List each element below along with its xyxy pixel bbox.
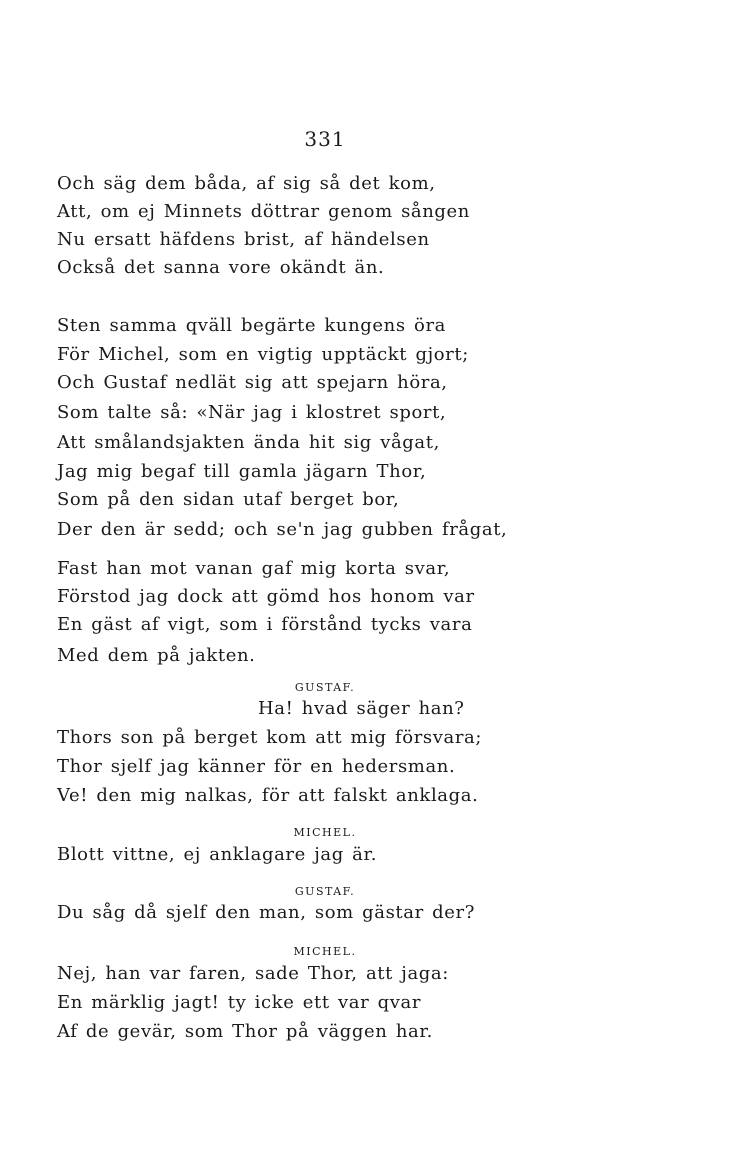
speaker-name: GUSTAF. — [294, 681, 356, 694]
verse-line: Der den är sedd; och se'n jag gubben frågat, — [57, 519, 508, 540]
verse-line: Och säg dem båda, af sig så det kom, — [57, 173, 436, 194]
verse-line: En gäst af vigt, som i förstånd tycks vara — [57, 614, 473, 635]
verse-line: Jag mig begaf till gamla jägarn Thor, — [57, 461, 427, 482]
page-number: 331 — [304, 127, 346, 151]
verse-line: Thor sjelf jag känner för en hedersman. — [57, 756, 456, 777]
verse-line: Med dem på jakten. — [57, 645, 256, 666]
verse-line: Nej, han var faren, sade Thor, att jaga: — [57, 963, 449, 984]
verse-line: Ha! hvad säger han? — [258, 698, 465, 719]
speaker-name: MICHEL. — [293, 826, 357, 839]
verse-line: Sten samma qväll begärte kungens öra — [57, 315, 446, 336]
speaker-name: GUSTAF. — [294, 885, 356, 898]
verse-line: Som talte så: «När jag i klostret sport, — [57, 402, 447, 423]
verse-line: Och Gustaf nedlät sig att spejarn höra, — [57, 372, 448, 393]
verse-line: Ve! den mig nalkas, för att falskt anklaga. — [57, 785, 479, 806]
verse-line: Fast han mot vanan gaf mig korta svar, — [57, 558, 451, 579]
verse-line: Som på den sidan utaf berget bor, — [57, 489, 400, 510]
verse-line: Thors son på berget kom att mig försvara; — [57, 727, 483, 748]
verse-line: Blott vittne, ej anklagare jag är. — [57, 844, 378, 865]
verse-line: Också det sanna vore okändt än. — [57, 257, 385, 278]
verse-line: Att smålandsjakten ända hit sig vågat, — [57, 432, 440, 453]
verse-line: Att, om ej Minnets döttrar genom sången — [57, 201, 471, 222]
verse-line: Nu ersatt häfdens brist, af händelsen — [57, 229, 430, 250]
verse-line: Du såg då sjelf den man, som gästar der? — [57, 902, 475, 923]
verse-line: En märklig jagt! ty icke ett var qvar — [57, 992, 422, 1013]
verse-line: För Michel, som en vigtig upptäckt gjort; — [57, 344, 469, 365]
verse-line: Af de gevär, som Thor på väggen har. — [57, 1021, 433, 1042]
speaker-name: MICHEL. — [293, 945, 357, 958]
verse-line: Förstod jag dock att gömd hos honom var — [57, 586, 475, 607]
